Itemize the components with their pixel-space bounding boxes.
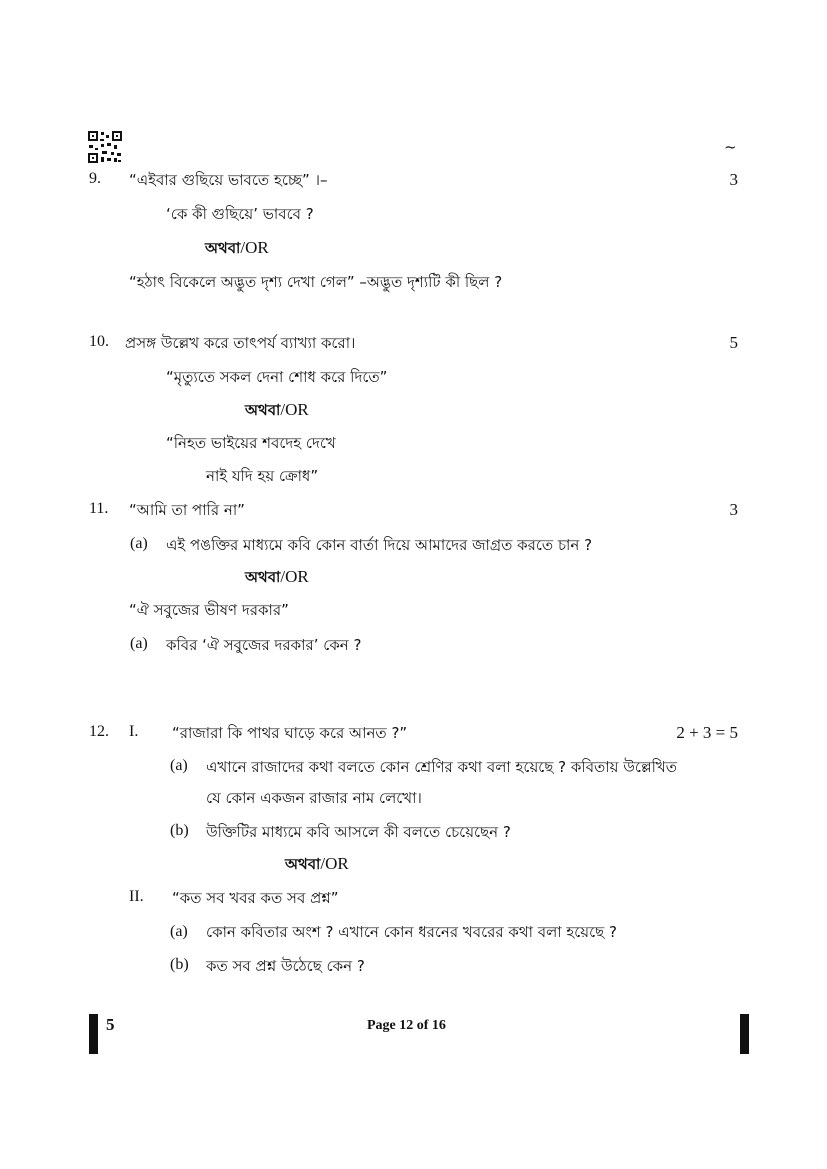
question-10-marks: 5 bbox=[729, 333, 738, 352]
question-9-or-label: অথবা/OR bbox=[205, 238, 269, 257]
question-11-marks: 3 bbox=[729, 500, 738, 519]
question-11-alt-a-text: কবির ‘ঐ সবুজের দরকার’ কেন ? bbox=[166, 636, 362, 654]
question-9-number: 9. bbox=[89, 170, 101, 187]
question-12-part-2-quote: “কত সব খবর কত সব প্রশ্ন” bbox=[172, 889, 339, 907]
question-12-number: 12. bbox=[89, 723, 109, 740]
question-12-part-1-label: I. bbox=[129, 723, 139, 740]
question-12-p1-a-label: (a) bbox=[170, 757, 188, 774]
question-9-text: ‘কে কী গুছিয়ে’ ভাববে ? bbox=[166, 205, 314, 223]
corner-mark: ~ bbox=[724, 138, 737, 156]
footer-set-code: 5 bbox=[106, 1015, 115, 1034]
question-10-or-label: অথবা/OR bbox=[245, 400, 309, 419]
question-10-quote: “মৃত্যুতে সকল দেনা শোধ করে দিতে” bbox=[166, 368, 388, 386]
question-12-p1-a-line-2: যে কোন একজন রাজার নাম লেখো। bbox=[206, 789, 422, 807]
question-11-or-label: অথবা/OR bbox=[245, 567, 309, 586]
question-11-a-label: (a) bbox=[130, 535, 148, 552]
question-9-alt-text: “হঠাৎ বিকেলে অদ্ভুত দৃশ্য দেখা গেল” –অদ্ভুত দৃশ্যটি কী ছিল ? bbox=[129, 273, 503, 291]
footer-left-bar bbox=[89, 1014, 98, 1054]
question-11-alt-quote: “ঐ সবুজের ভীষণ দরকার” bbox=[129, 601, 289, 619]
question-12-or-label: অথবা/OR bbox=[285, 854, 349, 873]
question-9-marks: 3 bbox=[729, 170, 738, 189]
question-12-p1-a-line-1: এখানে রাজাদের কথা বলতে কোন শ্রেণির কথা বলা হয়েছে ? কবিতায় উল্লেখিত bbox=[206, 758, 678, 776]
question-11-alt-a-label: (a) bbox=[130, 635, 148, 652]
question-12-p2-b-text: কত সব প্রশ্ন উঠেছে কেন ? bbox=[206, 957, 365, 975]
footer-right-bar bbox=[740, 1014, 749, 1054]
question-12-p2-a-label: (a) bbox=[170, 923, 188, 940]
question-10-alt-line-2: নাই যদি হয় ক্রোধ” bbox=[206, 467, 319, 485]
question-12-p2-a-text: কোন কবিতার অংশ ? এখানে কোন ধরনের খবরের কথা বলা হয়েছে ? bbox=[206, 923, 617, 941]
page-number: Page 12 of 16 bbox=[367, 1018, 446, 1033]
question-12-p1-b-text: উক্তিটির মাধ্যমে কবি আসলে কী বলতে চেয়েছেন ? bbox=[206, 823, 511, 841]
question-12-marks: 2 + 3 = 5 bbox=[676, 723, 738, 742]
question-10-instruction: প্রসঙ্গ উল্লেখ করে তাৎপর্য ব্যাখ্যা করো। bbox=[125, 334, 356, 352]
question-12-part-2-label: II. bbox=[129, 888, 144, 905]
question-12-p2-b-label: (b) bbox=[170, 956, 189, 973]
question-11-number: 11. bbox=[89, 500, 109, 517]
question-11-a-text: এই পঙক্তির মাধ্যমে কবি কোন বার্তা দিয়ে আমাদের জাগ্রত করতে চান ? bbox=[166, 536, 593, 554]
question-10-number: 10. bbox=[89, 333, 109, 350]
question-12-part-1-quote: “রাজারা কি পাথর ঘাড়ে করে আনত ?” bbox=[172, 724, 408, 742]
question-11-quote: “আমি তা পারি না” bbox=[129, 501, 245, 519]
question-12-p1-b-label: (b) bbox=[170, 822, 189, 839]
question-10-alt-line-1: “নিহত ভাইয়ের শবদেহ দেখে bbox=[166, 434, 336, 452]
question-9-quote: “এইবার গুছিয়ে ভাবতে হচ্ছে” ।– bbox=[129, 171, 328, 189]
qr-code-icon bbox=[88, 131, 122, 163]
